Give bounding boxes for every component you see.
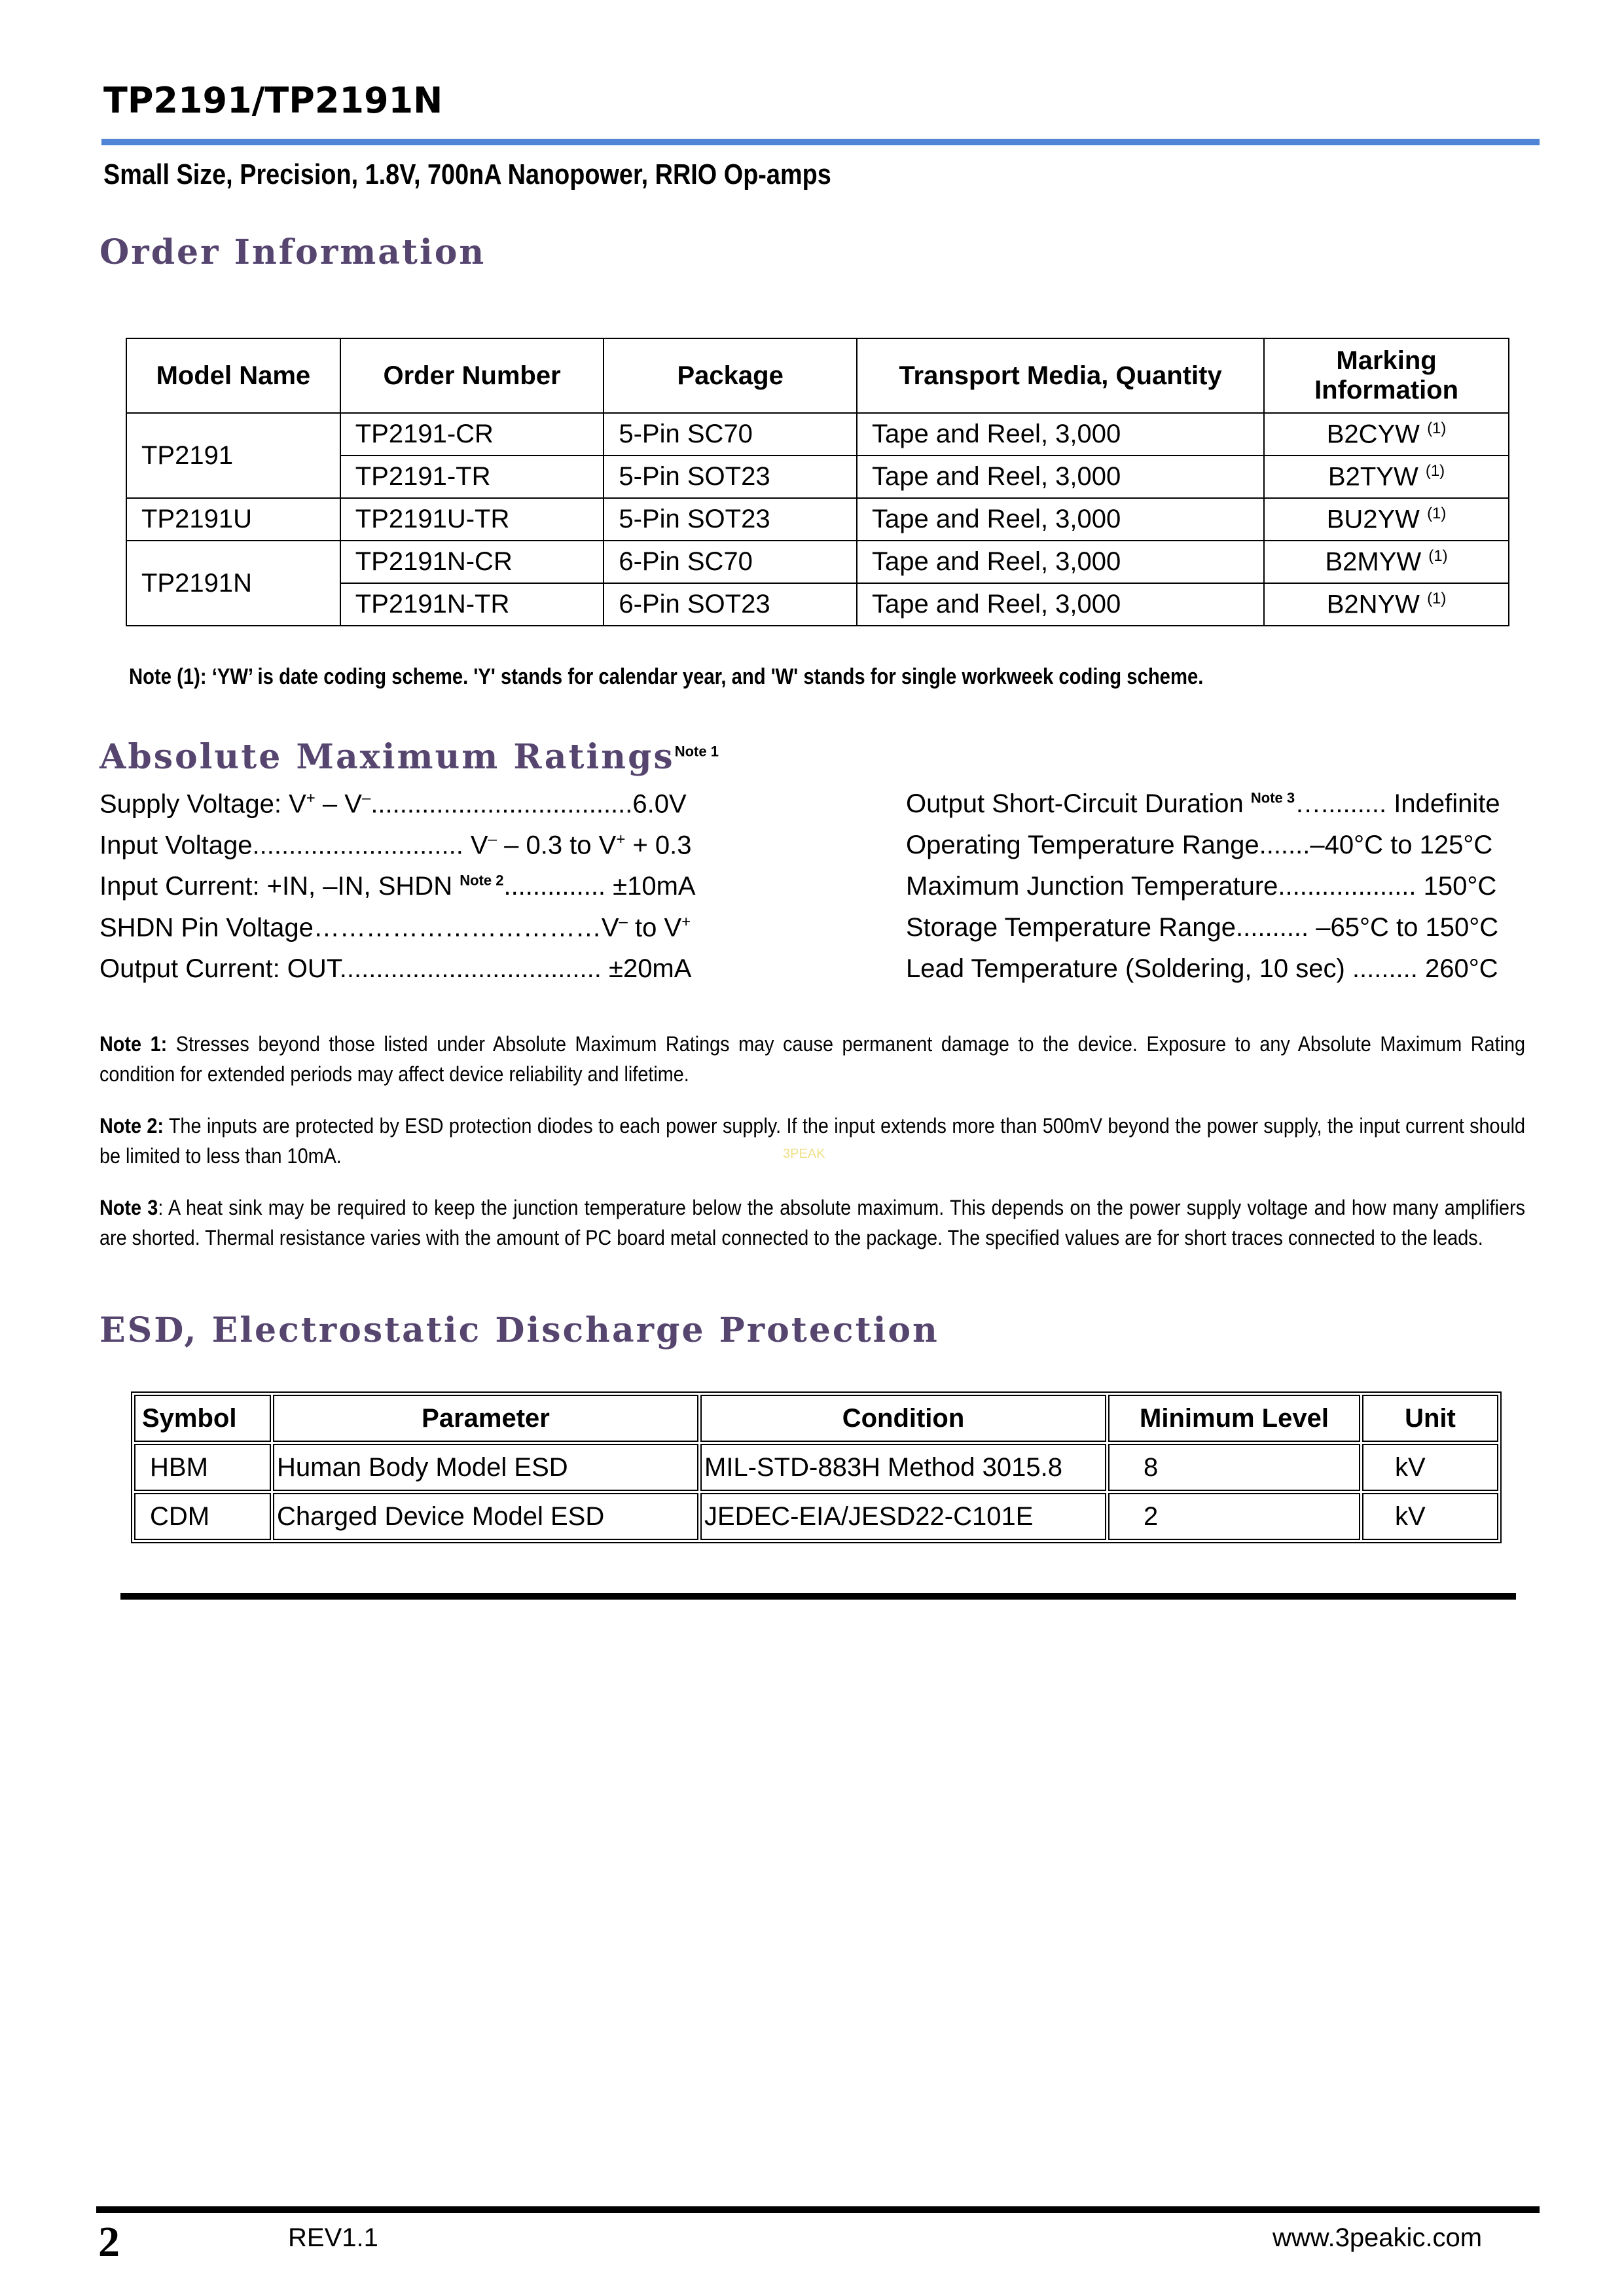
marking-note-ref: (1) xyxy=(1427,419,1447,437)
footer-rule xyxy=(96,2206,1540,2213)
marking-cell xyxy=(1264,583,1509,626)
order-information-heading: Order Information xyxy=(99,232,486,272)
column-header: Marking Information xyxy=(1264,338,1509,413)
model-name-cell: TP2191N xyxy=(126,541,340,626)
column-header: Package xyxy=(604,338,857,413)
parameter-cell: Charged Device Model ESD xyxy=(273,1493,698,1540)
superscript: – xyxy=(361,789,371,807)
unit-cell: kV xyxy=(1362,1493,1498,1540)
rating-text: Input Current: +IN, –IN, SHDN xyxy=(99,872,460,901)
ratings-note-1 xyxy=(99,1029,1525,1089)
rating-supply-voltage xyxy=(99,789,687,819)
transport-cell: Tape and Reel, 3,000 xyxy=(857,541,1264,583)
rating-storage-temperature: Storage Temperature Range.......... –65°C to 150°C xyxy=(906,913,1499,942)
table-row xyxy=(126,498,1509,541)
marking-value: B2TYW xyxy=(1327,462,1418,492)
note-label: Note 2: xyxy=(99,1114,164,1138)
heading-note-ref: Note 1 xyxy=(674,743,719,760)
transport-cell: Tape and Reel, 3,000 xyxy=(857,583,1264,626)
order-number-cell: TP2191N-TR xyxy=(340,583,604,626)
rating-output-short-circuit xyxy=(906,789,1500,819)
marking-value: B2MYW xyxy=(1325,547,1422,577)
marking-value: BU2YW xyxy=(1326,505,1420,534)
rating-input-voltage xyxy=(99,831,692,860)
rating-text: + 0.3 xyxy=(625,831,692,860)
table-row xyxy=(134,1493,1498,1540)
superscript: + xyxy=(681,913,691,931)
note-text: : A heat sink may be required to keep the junction temperature below the absolute maximum. This depends on the power supply voltage and how many amplifiers are shorted. Thermal resistance varies with the amount of PC board metal connected to the package. The specified values are for short traces connected to the leads. xyxy=(99,1196,1526,1249)
rating-text: – 0.3 to V xyxy=(496,831,617,860)
document-title: TP2191/TP2191N xyxy=(103,80,443,121)
title-rule xyxy=(101,139,1540,145)
marking-value: B2NYW xyxy=(1326,590,1420,619)
order-number-cell: TP2191N-CR xyxy=(340,541,604,583)
order-number-cell: TP2191-CR xyxy=(340,413,604,456)
rating-lead-temperature: Lead Temperature (Soldering, 10 sec) ......... 260°C xyxy=(906,954,1498,983)
order-number-cell: TP2191-TR xyxy=(340,456,604,498)
level-cell: 8 xyxy=(1108,1444,1360,1491)
package-cell: 6-Pin SC70 xyxy=(604,541,857,583)
symbol-cell: CDM xyxy=(134,1493,271,1540)
transport-cell: Tape and Reel, 3,000 xyxy=(857,456,1264,498)
rating-text: – V xyxy=(315,789,362,819)
marking-cell xyxy=(1264,413,1509,456)
note-text: The inputs are protected by ESD protection diodes to each power supply. If the input extends more than 500mV beyond the power supply, the input current should be limited to less than 10mA. xyxy=(99,1114,1526,1168)
order-table-header xyxy=(126,338,1509,413)
section-divider xyxy=(120,1593,1516,1600)
marking-note-ref: (1) xyxy=(1427,504,1447,522)
rating-value: …......... Indefinite xyxy=(1295,789,1500,818)
note-label: Note 3 xyxy=(99,1196,158,1219)
note-label: Note 1: xyxy=(99,1032,168,1056)
revision-label: REV1.1 xyxy=(288,2223,378,2252)
superscript: + xyxy=(616,831,626,848)
marking-note-ref: (1) xyxy=(1427,589,1447,607)
rating-input-current xyxy=(99,872,696,901)
esd-table xyxy=(131,1391,1502,1543)
symbol-cell: HBM xyxy=(134,1444,271,1491)
column-header: Minimum Level xyxy=(1108,1395,1360,1442)
table-row xyxy=(126,541,1509,583)
column-header: Transport Media, Quantity xyxy=(857,338,1264,413)
table-row xyxy=(134,1444,1498,1491)
rating-text: ....................................6.0V xyxy=(370,789,687,819)
condition-cell: JEDEC-EIA/JESD22-C101E xyxy=(700,1493,1106,1540)
website-link[interactable]: www.3peakic.com xyxy=(1272,2223,1483,2252)
rating-text: SHDN Pin Voltage……………………………V xyxy=(99,913,619,942)
absolute-maximum-ratings-heading xyxy=(99,737,719,777)
column-header: Unit xyxy=(1362,1395,1498,1442)
document-subtitle: Small Size, Precision, 1.8V, 700nA Nanopower, RRIO Op-amps xyxy=(103,158,831,190)
heading-text: Absolute Maximum Ratings xyxy=(99,737,675,777)
parameter-cell: Human Body Model ESD xyxy=(273,1444,698,1491)
note-ref: Note 2 xyxy=(460,872,504,889)
model-name-cell: TP2191 xyxy=(126,413,340,498)
transport-cell: Tape and Reel, 3,000 xyxy=(857,413,1264,456)
package-cell: 6-Pin SOT23 xyxy=(604,583,857,626)
superscript: – xyxy=(619,913,628,931)
order-table xyxy=(126,338,1509,626)
rating-operating-temperature: Operating Temperature Range.......–40°C to 125°C xyxy=(906,831,1493,859)
rating-output-current: Output Current: OUT.................................... ±20mA xyxy=(99,954,692,983)
column-header: Model Name xyxy=(126,338,340,413)
order-number-cell: TP2191U-TR xyxy=(340,498,604,541)
marking-value: B2CYW xyxy=(1326,420,1420,449)
ratings-note-3 xyxy=(99,1193,1525,1253)
marking-cell xyxy=(1264,498,1509,541)
rating-text: Output Short-Circuit Duration xyxy=(906,789,1251,818)
esd-heading: ESD, Electrostatic Discharge Protection xyxy=(99,1310,939,1350)
transport-cell: Tape and Reel, 3,000 xyxy=(857,498,1264,541)
superscript: – xyxy=(488,831,497,848)
model-name-cell: TP2191U xyxy=(126,498,340,541)
package-cell: 5-Pin SC70 xyxy=(604,413,857,456)
note-ref: Note 3 xyxy=(1250,789,1295,806)
unit-cell: kV xyxy=(1362,1444,1498,1491)
watermark-text: 3PEAK xyxy=(783,1147,825,1161)
marking-cell xyxy=(1264,456,1509,498)
level-cell: 2 xyxy=(1108,1493,1360,1540)
rating-junction-temperature: Maximum Junction Temperature................... 150°C xyxy=(906,872,1497,901)
ratings-note-2 xyxy=(99,1111,1525,1171)
column-header: Condition xyxy=(700,1395,1106,1442)
order-table-note: Note (1): ‘YW’ is date coding scheme. 'Y' stands for calendar year, and 'W' stands for single workweek coding scheme. xyxy=(129,664,1204,689)
marking-note-ref: (1) xyxy=(1425,461,1445,480)
rating-text: Supply Voltage: V xyxy=(99,789,306,819)
table-row xyxy=(126,413,1509,456)
esd-table-header xyxy=(134,1395,1498,1442)
rating-value: .............. ±10mA xyxy=(503,872,696,901)
rating-text: to V xyxy=(627,913,682,942)
package-cell: 5-Pin SOT23 xyxy=(604,498,857,541)
marking-note-ref: (1) xyxy=(1428,547,1448,565)
superscript: + xyxy=(306,789,316,807)
column-header: Symbol xyxy=(134,1395,271,1442)
condition-cell: MIL-STD-883H Method 3015.8 xyxy=(700,1444,1106,1491)
marking-cell xyxy=(1264,541,1509,583)
rating-text: Input Voltage............................. V xyxy=(99,831,488,860)
package-cell: 5-Pin SOT23 xyxy=(604,456,857,498)
note-text: Stresses beyond those listed under Absolute Maximum Ratings may cause permanent damage to the device. Exposure to any Absolute Maximum Rating condition for extended periods may affect device reliability and lifetime. xyxy=(99,1032,1526,1086)
rating-shdn-pin-voltage xyxy=(99,913,691,942)
column-header: Order Number xyxy=(340,338,604,413)
page-number: 2 xyxy=(98,2218,120,2266)
column-header: Parameter xyxy=(273,1395,698,1442)
